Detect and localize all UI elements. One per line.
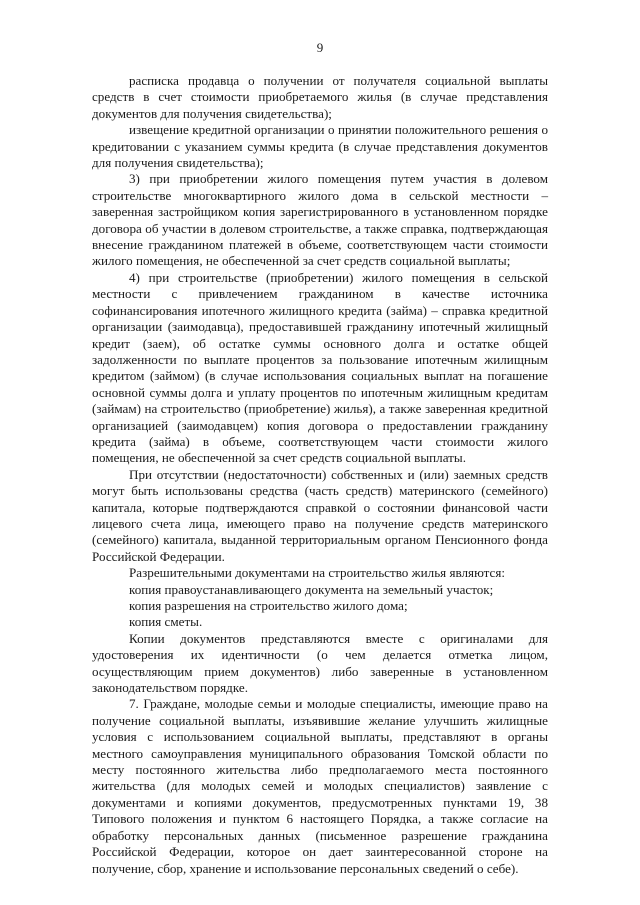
paragraph-maternity-capital: При отсутствии (недостаточности) собственных и (или) заемных средств могут быть использованы средства (часть средств) материнского (семейного) капитала, которые подтверждаются справкой о состоянии финансовой части лицевого счета лица, имеющего право на получение средств материнского (семейного) капитала, выданной территориальным органом Пенсионного фонда Российской Федерации. [92, 466, 548, 564]
paragraph-item-7-application: 7. Граждане, молодые семьи и молодые специалисты, имеющие право на получение социальной выплаты, изъявившие желание улучшить жилищные условия с использованием социальной выплаты, представляют в органы местного самоуправления муниципального образования Томской области по месту постоянного жительства либо предполагаемого места постоянного жительства (для молодых семей и молодых специалистов) заявление с документами и копиями документов, предусмотренных пунктами 19, 38 Типового положения и пунктом 6 настоящего Порядка, а также согласие на обработку персональных данных (письменное разрешение гражданина Российской Федерации, которое он дает заинтересованной стороне на получение, сбор, хранение и использование персональных сведений о себе). [92, 696, 548, 876]
paragraph-building-permit-copy: копия разрешения на строительство жилого дома; [129, 598, 408, 613]
paragraph-permit-documents-heading: Разрешительными документами на строительство жилья являются: [129, 565, 506, 581]
paragraph-item-3-shared-construction: 3) при приобретении жилого помещения путем участия в долевом строительстве многоквартирного жилого дома в сельской местности – заверенная застройщиком копия зарегистрированного в установленном порядке договора об участии в долевом строительстве, а также справка, подтверждающая внесение гражданином платежей в объеме, соответствующем части стоимости жилого помещения, не обеспеченной за счет средств социальной выплаты; [92, 171, 548, 269]
page-number: 9 [316, 40, 324, 55]
paragraph-seller-receipt: расписка продавца о получении от получателя социальной выплаты средств в счет стоимости приобретаемого жилья (в случае представления документов для получения свидетельства); [92, 73, 548, 121]
paragraph-copies-with-originals: Копии документов представляются вместе с оригиналами для удостоверения их идентичности (о чем делается отметка лицом, осуществляющим прием документов) либо заверенные в установленном законодательством порядке. [92, 630, 548, 696]
paragraph-estimate-copy: копия сметы. [129, 614, 203, 630]
paragraph-item-4-mortgage: 4) при строительстве (приобретении) жилого помещения в сельской местности с привлечением гражданином в качестве источника софинансирования ипотечного жилищного кредита (займа) – справка кредитной организации (заимодавца), предоставившей гражданину ипотечный жилищный кредит (заем), об остатке суммы основного долга и остатке общей задолженности по выплате процентов за пользование ипотечным жилищным кредитом (займом) (в случае использования социальных выплат на погашение основной суммы долга и уплату процентов по ипотечным жилищным кредитам (займам) на строительство (приобретение) жилья), а также заверенная кредитной организацией (заимодавцем) копия договора о предоставлении гражданину кредита (займа) в объеме, соответствующем части стоимости жилого помещения, не обеспеченной за счет средств социальной выплаты. [92, 269, 548, 466]
paragraph-credit-notice: извещение кредитной организации о принятии положительного решения о кредитовании с указанием суммы кредита (в случае представления документов для получения свидетельства); [92, 122, 548, 171]
paragraph-land-title-copy: копия правоустанавливающего документа на земельный участок; [129, 581, 494, 597]
document-body [92, 73, 548, 877]
